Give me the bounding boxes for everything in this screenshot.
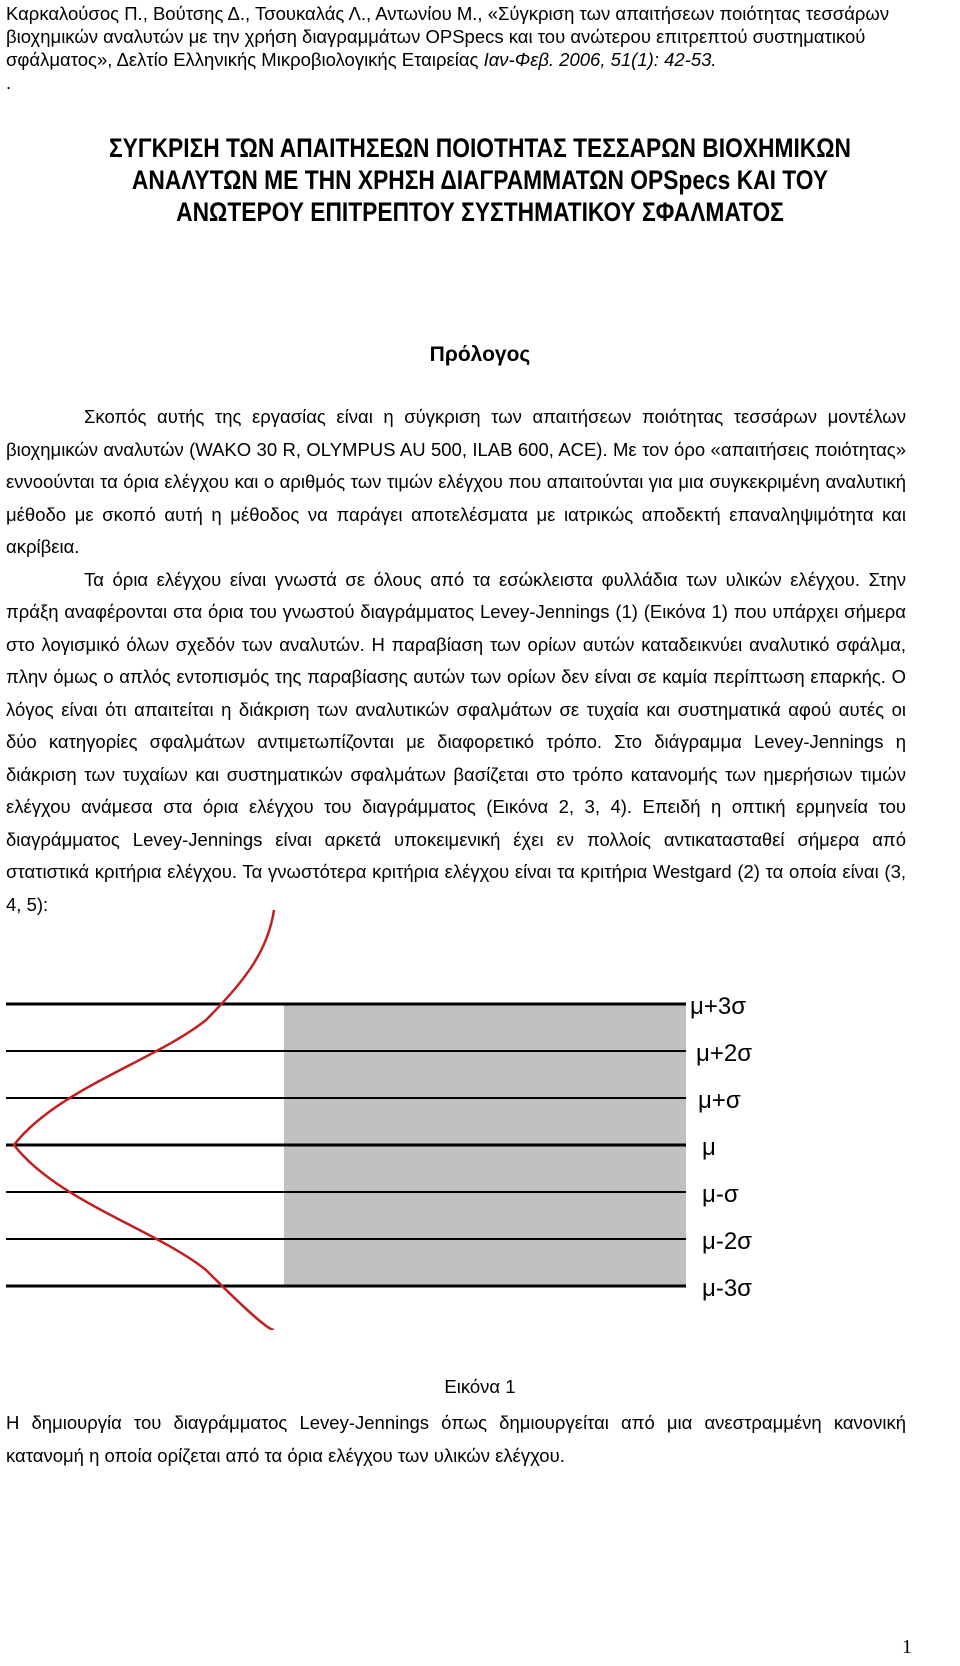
citation-issue: Ιαν-Φεβ. 2006, 51(1): 42-53. xyxy=(483,49,717,70)
document-title: ΣΥΓΚΡΙΣΗ ΤΩΝ ΑΠΑΙΤΗΣΕΩΝ ΠΟΙΟΤΗΤΑΣ ΤΕΣΣΑΡΩΝ ΒΙΟΧΗΜΙΚΩΝ ΑΝΑΛΥΤΩΝ ΜΕ ΤΗΝ ΧΡΗΣΗ ΔΙΑΓΡΑΜΜΑΤΩΝ OPSpecs ΚΑΙ ΤΟΥ ΑΝΩΤΕΡΟΥ ΕΠΙΤΡΕΠΤΟΥ ΣΥΣΤΗΜΑΤΙΚΟΥ ΣΦΑΛΜΑΤΟΣ xyxy=(109,133,851,227)
levey-jennings-diagram xyxy=(6,910,906,1330)
control-limit-labels xyxy=(690,993,752,1302)
body-text xyxy=(6,401,906,921)
figure-caption-title: Εικόνα 1 xyxy=(444,1376,516,1397)
figure-levey-jennings xyxy=(6,910,906,1330)
label-plus-3sd: μ+3σ xyxy=(690,993,747,1020)
paragraph-1: Σκοπός αυτής της εργασίας είναι η σύγκριση των απαιτήσεων ποιότητας τεσσάρων μοντέλων βιοχημικών αναλυτών (WAKO 30 R, OLYMPUS AU 500, ILAB 600, ACE). Με τον όρο «απαιτήσεις ποιότητας» εννοούνται τα όρια ελέγχου και ο αριθμός των τιμών ελέγχου που απαιτούνται για μια συγκεκριμένη αναλυτική μέθοδο με σκοπό αυτή η μέθοδος να παράγει αποτελέσματα με ιατρικώς αποδεκτή επαναληψιμότητα και ακρίβεια. xyxy=(6,406,906,557)
citation-dot: . xyxy=(6,72,12,93)
section-heading: Πρόλογος xyxy=(429,343,531,366)
label-minus-3sd: μ-3σ xyxy=(702,1275,752,1302)
citation xyxy=(6,2,906,94)
label-minus-2sd: μ-2σ xyxy=(702,1228,752,1255)
label-plus-1sd: μ+σ xyxy=(698,1087,741,1114)
page-number: 1 xyxy=(902,1636,912,1658)
paragraph-2: Τα όρια ελέγχου είναι γνωστά σε όλους από τα εσώκλειστα φυλλάδια των υλικών ελέγχου. Στην πράξη αναφέρονται στα όρια του γνωστού διαγράμματος Levey-Jennings (1) (Εικόνα 1) που υπάρχει σήμερα στο λογισμικό όλων σχεδόν των αναλυτών. Η παραβίαση των ορίων αυτών καταδεικνύει αναλυτικό σφάλμα, πλην όμως ο απλός εντοπισμός της παραβίασης αυτών των ορίων δεν είναι σε καμία περίπτωση επαρκής. Ο λόγος είναι ότι απαιτείται η διάκριση των αναλυτικών σφαλμάτων σε τυχαία και συστηματικά αφού αυτές οι δύο κατηγορίες σφαλμάτων αντιμετωπίζονται με διαφορετικό τρόπο. Στο διάγραμμα Levey-Jennings η διάκριση των τυχαίων και συστηματικών σφαλμάτων βασίζεται στο τρόπο κατανομής των ημερήσιων τιμών ελέγχου ανάμεσα στα όρια ελέγχου του διαγράμματος (Εικόνα 2, 3, 4). Επειδή η οπτική ερμηνεία του διαγράμματος Levey-Jennings είναι αρκετά υποκειμενική έχει εν πολλοίς αντικατασταθεί σήμερα από στατιστικά κριτήρια ελέγχου. Τα γνωστότερα κριτήρια ελέγχου είναι τα κριτήρια Westgard (2) τα οποία είναι (3, 4, 5): xyxy=(6,568,906,915)
normal-distribution-curve xyxy=(14,910,274,1330)
figure-caption: Η δημιουργία του διαγράμματος Levey-Jennings όπως δημιουργείται από μια ανεστραμμένη κανονική κατανομή η οποία ορίζεται από τα όρια ελέγχου των υλικών ελέγχου. xyxy=(6,1412,906,1466)
label-minus-1sd: μ-σ xyxy=(702,1181,739,1208)
label-plus-2sd: μ+2σ xyxy=(696,1040,753,1067)
label-mean: μ xyxy=(702,1134,716,1161)
citation-text: Καρκαλούσος Π., Βούτσης Δ., Τσουκαλάς Λ., Αντωνίου Μ., «Σύγκριση των απαιτήσεων ποιότητας τεσσάρων βιοχημικών αναλυτών με την χρήση διαγραμμάτων OPSpecs και του ανώτερου επιτρεπτού συστηματικού σφάλματος», Δελτίο Ελληνικής Μικροβιολογικής Εταιρείας xyxy=(6,3,890,70)
